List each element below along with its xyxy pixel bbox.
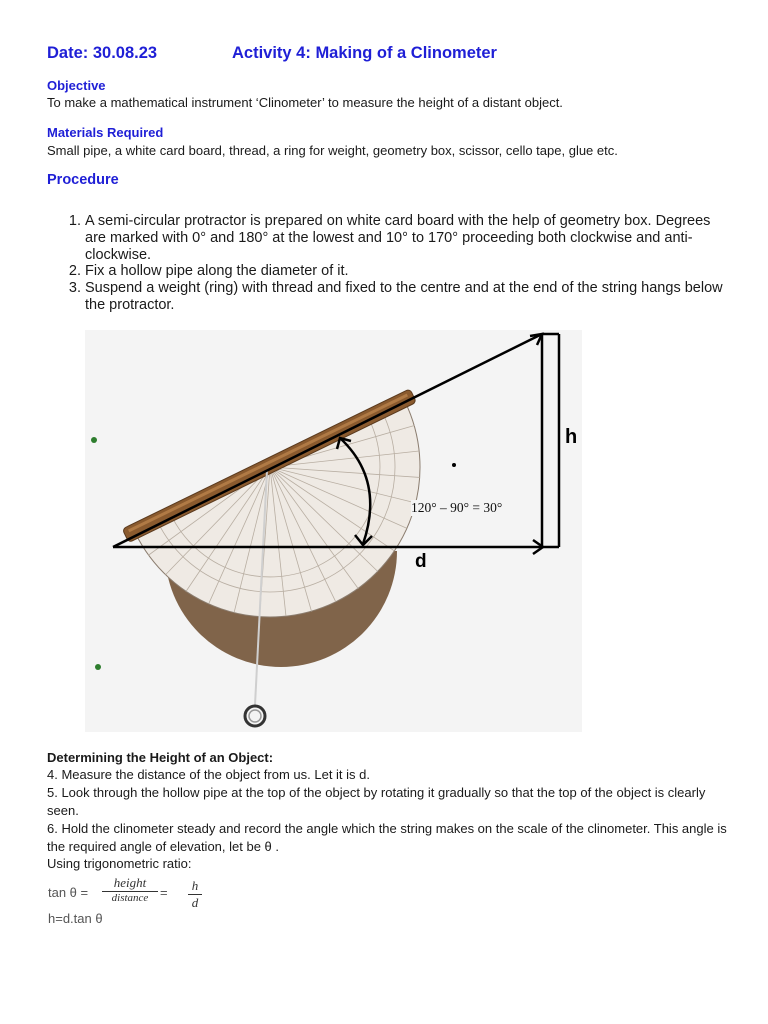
height-label: h — [565, 426, 578, 448]
procedure-heading: Procedure — [47, 172, 119, 188]
determining-step: 5. Look through the hollow pipe at the top of the object by rotating it gradually so that the top of the object is clearly seen. — [47, 785, 706, 818]
objective-heading: Objective — [47, 78, 106, 93]
height-result: h=d.tan θ — [48, 911, 103, 926]
clinometer-figure — [85, 330, 582, 732]
materials-text: Small pipe, a white card board, thread, a ring for weight, geometry box, scissor, cello tape, glue etc. — [47, 143, 618, 158]
height-numerator: height — [113, 875, 147, 890]
angle-formula: 120° – 90° = 30° — [411, 500, 503, 515]
activity-title: Activity 4: Making of a Clinometer — [232, 44, 497, 62]
materials-heading: Materials Required — [47, 125, 164, 140]
procedure-list — [47, 213, 735, 314]
equals-sign: = — [160, 885, 168, 900]
determining-step: Using trigonometric ratio: — [47, 856, 192, 871]
h-numerator: h — [191, 878, 199, 893]
determining-step: 4. Measure the distance of the object from us. Let it is d. — [47, 767, 371, 782]
procedure-step: 2. Fix a hollow pipe along the diameter of it. — [85, 263, 735, 280]
date-heading: Date: 30.08.23 — [47, 44, 158, 62]
height-over-distance — [102, 875, 158, 904]
d-denominator: d — [188, 894, 202, 911]
tan-label: tan θ = — [48, 885, 89, 900]
distance-label: d — [415, 551, 427, 572]
procedure-step: 3. Suspend a weight (ring) with thread and fixed to the centre and at the end of the string hangs below the protractor. — [85, 280, 735, 314]
clinometer-illustration — [85, 330, 582, 732]
determining-title: Determining the Height of an Object: — [47, 750, 274, 765]
procedure-step: 1. A semi-circular protractor is prepared on white card board with the help of geometry box. Degrees are marked with 0° and 180° at the lowest and 10° to 170° proceeding both clockwise and anti-clockwise. — [85, 213, 735, 263]
distance-denominator: distance — [102, 891, 158, 904]
h-over-d — [188, 878, 202, 911]
objective-text: To make a mathematical instrument ‘Clinometer’ to measure the height of a distant object. — [47, 95, 563, 110]
determining-step: 6. Hold the clinometer steady and record the angle which the string makes on the scale of the clinometer. This angle is the required angle of elevation, let be θ . — [47, 821, 727, 854]
